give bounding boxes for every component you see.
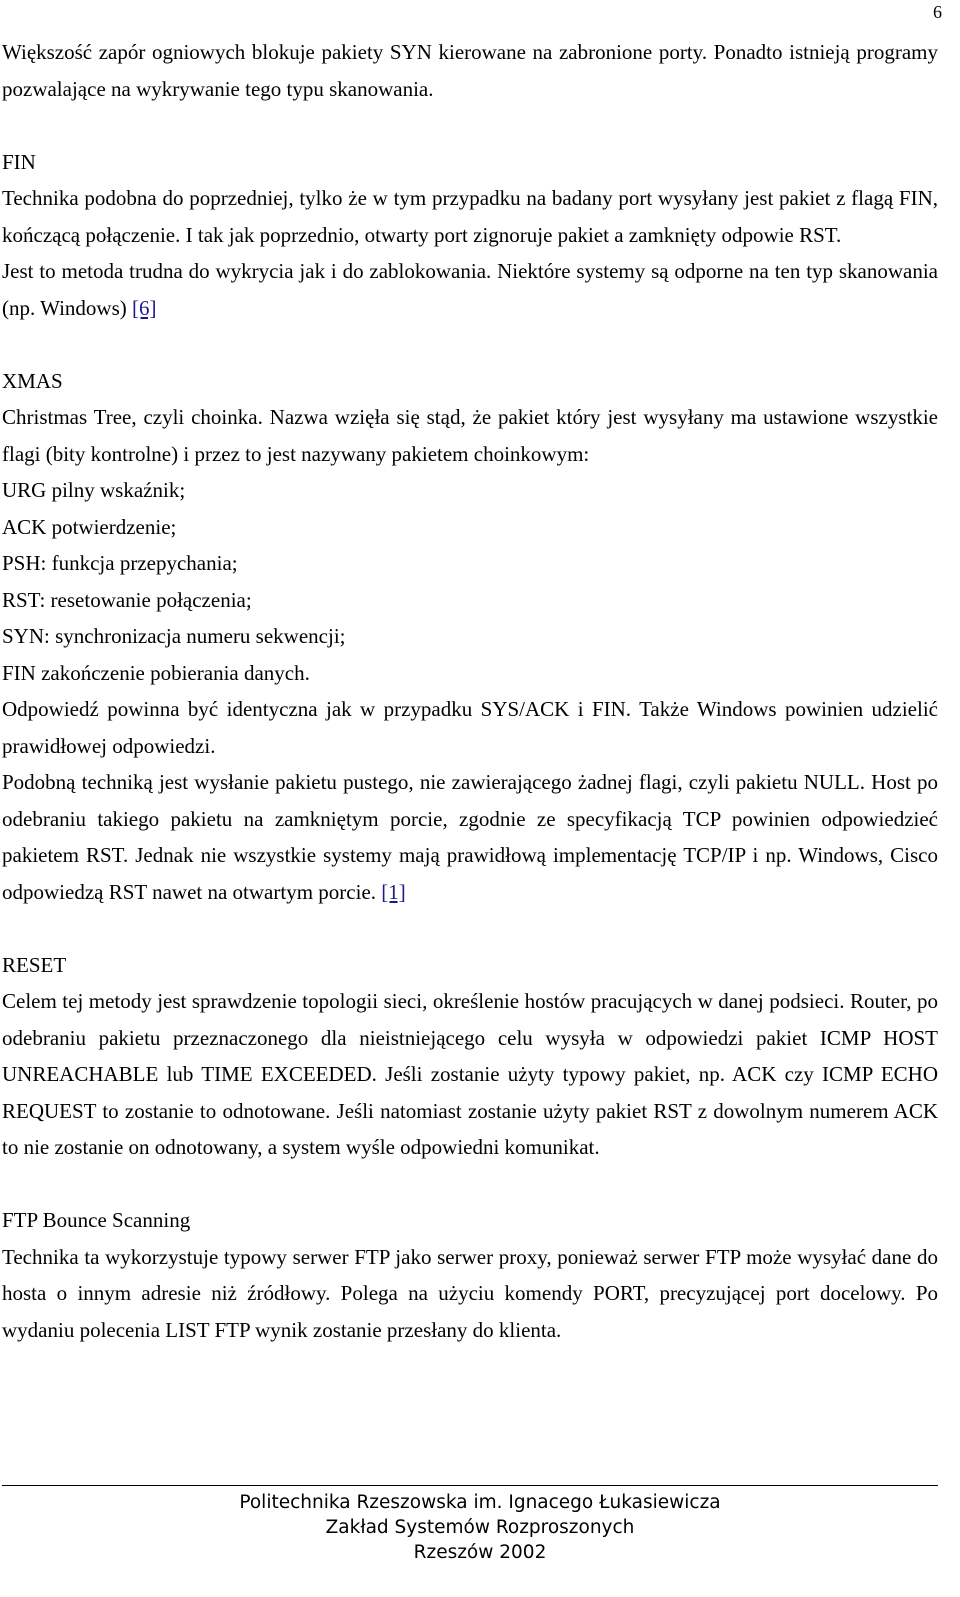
reference-link-6[interactable]: [6] <box>132 295 157 320</box>
page-content <box>2 34 938 1348</box>
flag-item-syn: SYN: synchronizacja numeru sekwencji; <box>2 624 346 648</box>
fin-paragraph-2-text: Jest to metoda trudna do wykrycia jak i do zablokowania. Niektóre systemy są odporne na ten typ skanowania (np. Windows) <box>2 259 938 320</box>
fin-paragraph-1: Technika podobna do poprzedniej, tylko że w tym przypadku na badany port wysyłany jest pakiet z flagą FIN, kończącą połączenie. I tak jak poprzednio, otwarty port zignoruje pakiet a zamknięty odpowie RST. <box>2 186 938 247</box>
page-footer <box>0 1490 960 1565</box>
flag-item-fin: FIN zakończenie pobierania danych. <box>2 660 310 685</box>
xmas-paragraph-2: Odpowiedź powinna być identyczna jak w przypadku SYS/ACK i FIN. Także Windows powinien udzielić prawidłowej odpowiedzi. <box>2 697 938 758</box>
ftp-paragraph: Technika ta wykorzystuje typowy serwer FTP jako serwer proxy, ponieważ serwer FTP może wysyłać dane do hosta o innym adresie niż źródłowy. Polega na użyciu komendy PORT, precyzującej port docelowy. Po wydaniu polecenia LIST FTP wynik zostanie przesłany do klienta. <box>2 1244 938 1342</box>
footer-department: Zakład Systemów Rozproszonych <box>325 1517 635 1538</box>
flag-item-psh: PSH: funkcja przepychania; <box>2 551 238 575</box>
intro-paragraph: Większość zapór ogniowych blokuje pakiety SYN kierowane na zabronione porty. Ponadto istnieją programy pozwalające na wykrywanie tego typu skanowania. <box>2 40 938 101</box>
section-gap <box>2 910 938 947</box>
reference-link-1[interactable]: [1] <box>381 879 406 904</box>
page-number: 6 <box>933 2 942 22</box>
footer-divider <box>2 1485 938 1486</box>
flag-item-rst: RST: resetowanie połączenia; <box>2 587 252 612</box>
xmas-paragraph-3-text: Podobną techniką jest wysłanie pakietu pustego, nie zawierającego żadnej flagi, czyli pakietu NULL. Host po odebraniu takiego pakietu na zamkniętym porcie, zgodnie ze specyfikacją TCP powinien odpowiedzieć pakietem RST. Jednak nie wszystkie systemy mają prawidłową implementację TCP/IP i np. Windows, Cisco odpowiedzą RST nawet na otwartym porcie. <box>2 770 938 904</box>
footer-place-year: Rzeszów 2002 <box>413 1542 547 1563</box>
section-gap <box>2 107 938 144</box>
section-gap <box>2 1166 938 1203</box>
flag-item-urg: URG pilny wskaźnik; <box>2 478 186 502</box>
reset-paragraph: Celem tej metody jest sprawdzenie topologii sieci, określenie hostów pracujących w danej podsieci. Router, po odebraniu pakietu przeznaczonego dla nieistniejącego celu wysyła w odpowiedzi pakiet ICMP HOST UNREACHABLE lub TIME EXCEEDED. Jeśli zostanie użyty typowy pakiet, np. ACK czy ICMP ECHO REQUEST to zostanie to odnotowane. Jeśli natomiast zostanie użyty pakiet RST z dowolnym numerem ACK to nie zostanie on odnotowany, a system wyśle odpowiedni komunikat. <box>2 989 938 1159</box>
xmas-paragraph-1: Christmas Tree, czyli choinka. Nazwa wzięła się stąd, że pakiet który jest wysyłany ma ustawione wszystkie flagi (bity kontrolne) i przez to jest nazywany pakietem choinkowym: <box>2 405 938 466</box>
fin-heading: FIN <box>2 149 36 174</box>
xmas-paragraph-3 <box>2 764 938 910</box>
footer-university: Politechnika Rzeszowska im. Ignacego Łukasiewicza <box>239 1492 721 1513</box>
reset-heading: RESET <box>2 952 67 977</box>
ftp-heading: FTP Bounce Scanning <box>2 1208 191 1232</box>
flag-item-ack: ACK potwierdzenie; <box>2 514 177 539</box>
xmas-heading: XMAS <box>2 368 63 393</box>
fin-paragraph-2 <box>2 253 938 326</box>
section-gap <box>2 326 938 363</box>
